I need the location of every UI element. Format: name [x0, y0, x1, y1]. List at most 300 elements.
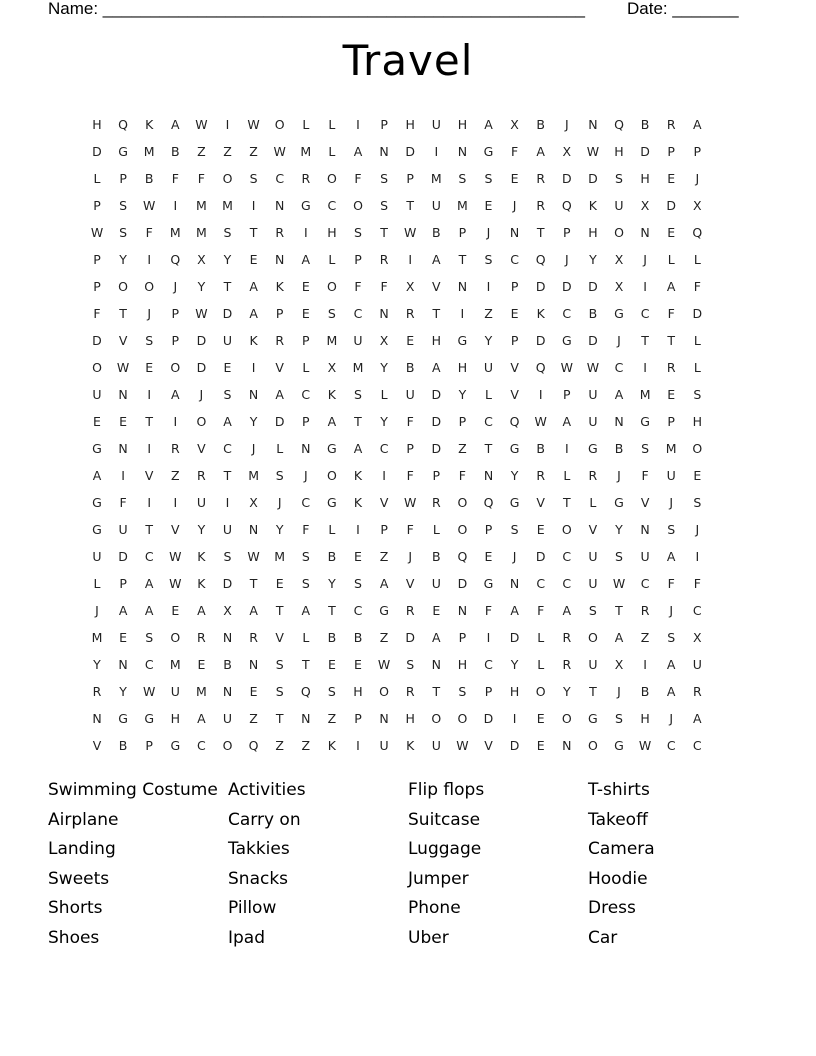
grid-letter[interactable]: U — [666, 468, 676, 483]
grid-letter[interactable]: D — [561, 171, 572, 186]
grid-letter[interactable]: R — [197, 630, 206, 645]
grid-letter[interactable]: G — [588, 711, 598, 726]
grid-letter[interactable]: S — [693, 387, 702, 402]
grid-letter[interactable]: E — [510, 306, 519, 321]
grid-letter[interactable]: D — [196, 333, 207, 348]
grid-letter[interactable]: U — [640, 549, 650, 564]
grid-letter[interactable]: N — [301, 441, 311, 456]
grid-letter[interactable]: C — [327, 198, 337, 213]
grid-letter[interactable]: G — [614, 495, 624, 510]
grid-letter[interactable]: Z — [458, 441, 467, 456]
grid-letter[interactable]: X — [693, 198, 702, 213]
grid-letter[interactable]: H — [405, 117, 415, 132]
grid-letter[interactable]: F — [537, 603, 545, 618]
grid-letter[interactable]: H — [509, 684, 520, 699]
grid-letter[interactable]: D — [196, 360, 207, 375]
grid-letter[interactable]: F — [354, 279, 362, 294]
grid-letter[interactable]: Q — [692, 225, 703, 240]
grid-letter[interactable]: O — [170, 630, 181, 645]
grid-letter[interactable]: E — [145, 360, 154, 375]
grid-letter[interactable]: I — [512, 711, 517, 726]
grid-letter[interactable]: U — [614, 198, 624, 213]
grid-letter[interactable]: I — [538, 387, 543, 402]
grid-letter[interactable]: O — [457, 522, 468, 537]
grid-letter[interactable]: H — [327, 225, 337, 240]
grid-letter[interactable]: M — [352, 360, 364, 375]
grid-letter[interactable]: U — [222, 522, 233, 537]
grid-letter[interactable]: T — [249, 576, 258, 591]
grid-letter[interactable]: P — [119, 171, 127, 186]
grid-letter[interactable]: H — [92, 117, 102, 132]
grid-letter[interactable]: S — [588, 603, 597, 618]
grid-letter[interactable]: N — [248, 657, 259, 672]
grid-letter[interactable]: H — [457, 360, 468, 375]
grid-letter[interactable]: N — [562, 738, 572, 753]
grid-letter[interactable]: D — [483, 711, 494, 726]
grid-letter[interactable]: X — [327, 360, 337, 375]
grid-letter[interactable]: T — [249, 225, 258, 240]
grid-letter[interactable]: U — [92, 387, 102, 402]
grid-letter[interactable]: R — [170, 441, 180, 456]
grid-letter[interactable]: E — [667, 171, 676, 186]
grid-letter[interactable]: A — [301, 603, 311, 618]
grid-letter[interactable]: V — [510, 360, 519, 375]
grid-letter[interactable]: W — [586, 360, 600, 375]
grid-letter[interactable]: E — [197, 657, 206, 672]
grid-letter[interactable]: G — [561, 333, 572, 348]
grid-letter[interactable]: A — [197, 711, 206, 726]
grid-letter[interactable]: I — [382, 468, 386, 483]
grid-letter[interactable]: N — [379, 306, 389, 321]
grid-letter[interactable]: W — [560, 360, 573, 375]
grid-letter[interactable]: E — [327, 657, 336, 672]
grid-letter[interactable]: G — [483, 144, 494, 159]
grid-letter[interactable]: N — [92, 711, 102, 726]
grid-letter[interactable]: E — [484, 549, 493, 564]
grid-letter[interactable]: I — [356, 117, 360, 132]
grid-letter[interactable]: V — [275, 630, 284, 645]
grid-letter[interactable]: I — [434, 144, 439, 159]
grid-letter[interactable]: C — [640, 576, 650, 591]
grid-letter[interactable]: M — [248, 468, 259, 483]
grid-letter[interactable]: Y — [562, 684, 571, 699]
grid-letter[interactable]: J — [95, 603, 99, 618]
grid-letter[interactable]: P — [667, 414, 675, 429]
grid-letter[interactable]: O — [222, 738, 233, 753]
grid-letter[interactable]: S — [641, 441, 650, 456]
grid-letter[interactable]: A — [666, 684, 676, 699]
grid-letter[interactable]: O — [326, 171, 337, 186]
grid-letter[interactable]: W — [404, 495, 417, 510]
grid-letter[interactable]: Z — [379, 630, 389, 645]
grid-letter[interactable]: N — [248, 522, 259, 537]
grid-letter[interactable]: G — [614, 306, 624, 321]
grid-letter[interactable]: W — [195, 306, 208, 321]
grid-letter[interactable]: H — [457, 657, 468, 672]
grid-letter[interactable]: Q — [535, 252, 546, 267]
grid-letter[interactable]: E — [301, 279, 310, 294]
grid-letter[interactable]: V — [484, 738, 493, 753]
grid-letter[interactable]: A — [536, 144, 545, 159]
grid-letter[interactable]: F — [406, 414, 414, 429]
grid-letter[interactable]: W — [273, 144, 286, 159]
grid-letter[interactable]: H — [692, 414, 702, 429]
grid-letter[interactable]: P — [563, 225, 571, 240]
grid-letter[interactable]: T — [484, 441, 493, 456]
grid-letter[interactable]: A — [275, 387, 284, 402]
grid-letter[interactable]: S — [145, 333, 154, 348]
grid-letter[interactable]: Y — [275, 522, 284, 537]
grid-letter[interactable]: Y — [458, 387, 467, 402]
grid-letter[interactable]: R — [405, 603, 415, 618]
grid-letter[interactable]: C — [562, 549, 572, 564]
grid-letter[interactable]: D — [405, 630, 415, 645]
grid-letter[interactable]: V — [510, 387, 519, 402]
grid-letter[interactable]: L — [302, 360, 310, 375]
grid-letter[interactable]: U — [588, 387, 598, 402]
grid-letter[interactable]: E — [510, 171, 519, 186]
grid-letter[interactable]: G — [118, 144, 128, 159]
grid-letter[interactable]: W — [404, 225, 417, 240]
grid-letter[interactable]: J — [669, 711, 674, 726]
grid-letter[interactable]: B — [327, 630, 337, 645]
grid-letter[interactable]: J — [669, 603, 674, 618]
grid-letter[interactable]: L — [276, 441, 284, 456]
grid-letter[interactable]: F — [145, 225, 153, 240]
grid-letter[interactable]: D — [118, 549, 128, 564]
grid-letter[interactable]: J — [695, 522, 700, 537]
grid-letter[interactable]: U — [431, 117, 441, 132]
grid-letter[interactable]: J — [251, 441, 256, 456]
grid-letter[interactable]: X — [614, 279, 624, 294]
grid-letter[interactable]: B — [223, 657, 232, 672]
grid-letter[interactable]: O — [587, 738, 598, 753]
grid-letter[interactable]: A — [432, 360, 441, 375]
grid-letter[interactable]: N — [431, 657, 441, 672]
grid-letter[interactable]: G — [118, 711, 128, 726]
grid-letter[interactable]: W — [90, 225, 104, 240]
grid-letter[interactable]: F — [380, 279, 388, 294]
grid-letter[interactable]: K — [197, 576, 206, 591]
grid-letter[interactable]: I — [121, 468, 125, 483]
grid-letter[interactable]: S — [380, 171, 389, 186]
grid-letter[interactable]: S — [327, 306, 336, 321]
grid-letter[interactable]: T — [641, 333, 649, 348]
grid-letter[interactable]: B — [536, 117, 545, 132]
grid-letter[interactable]: J — [486, 225, 491, 240]
grid-letter[interactable]: T — [119, 306, 127, 321]
grid-letter[interactable]: L — [432, 522, 440, 537]
grid-letter[interactable]: I — [225, 117, 230, 132]
grid-letter[interactable]: L — [328, 144, 336, 159]
grid-letter[interactable]: C — [692, 603, 702, 618]
grid-letter[interactable]: Z — [327, 711, 337, 726]
grid-letter[interactable]: V — [536, 495, 545, 510]
grid-letter[interactable]: P — [93, 252, 101, 267]
grid-letter[interactable]: M — [169, 225, 181, 240]
grid-letter[interactable]: O — [196, 414, 207, 429]
grid-letter[interactable]: Q — [118, 117, 129, 132]
grid-letter[interactable]: N — [640, 522, 650, 537]
grid-letter[interactable]: U — [92, 549, 102, 564]
grid-letter[interactable]: E — [667, 225, 676, 240]
grid-letter[interactable]: A — [249, 279, 258, 294]
grid-letter[interactable]: N — [483, 468, 494, 483]
grid-letter[interactable]: A — [484, 117, 493, 132]
grid-letter[interactable]: X — [379, 333, 389, 348]
grid-letter[interactable]: Y — [93, 657, 101, 672]
grid-letter[interactable]: A — [249, 603, 258, 618]
grid-letter[interactable]: T — [432, 684, 441, 699]
grid-letter[interactable]: S — [693, 495, 702, 510]
grid-letter[interactable]: U — [588, 657, 598, 672]
grid-letter[interactable]: Y — [119, 252, 127, 267]
grid-letter[interactable]: S — [354, 576, 362, 591]
grid-letter[interactable]: O — [614, 225, 624, 240]
grid-letter[interactable]: Z — [249, 144, 258, 159]
grid-letter[interactable]: F — [119, 495, 127, 510]
grid-letter[interactable]: H — [640, 171, 650, 186]
grid-letter[interactable]: A — [510, 603, 519, 618]
grid-letter[interactable]: S — [380, 198, 389, 213]
grid-letter[interactable]: B — [536, 441, 545, 456]
grid-letter[interactable]: E — [275, 576, 284, 591]
grid-letter[interactable]: N — [301, 711, 311, 726]
grid-letter[interactable]: K — [406, 738, 415, 753]
grid-letter[interactable]: A — [249, 306, 258, 321]
grid-letter[interactable]: T — [432, 306, 441, 321]
grid-letter[interactable]: N — [457, 603, 468, 618]
grid-letter[interactable]: G — [327, 495, 337, 510]
grid-letter[interactable]: K — [353, 495, 363, 510]
grid-letter[interactable]: T — [354, 414, 362, 429]
grid-letter[interactable]: F — [197, 171, 205, 186]
grid-letter[interactable]: T — [145, 414, 153, 429]
grid-letter[interactable]: W — [169, 576, 182, 591]
grid-letter[interactable]: E — [223, 360, 232, 375]
grid-letter[interactable]: T — [328, 603, 336, 618]
grid-letter[interactable]: A — [353, 144, 363, 159]
grid-letter[interactable]: O — [587, 630, 598, 645]
grid-letter[interactable]: M — [430, 171, 442, 186]
grid-letter[interactable]: A — [432, 252, 441, 267]
grid-letter[interactable]: S — [119, 198, 128, 213]
grid-letter[interactable]: I — [643, 279, 647, 294]
grid-letter[interactable]: A — [666, 549, 676, 564]
grid-letter[interactable]: S — [354, 387, 362, 402]
grid-letter[interactable]: J — [695, 171, 700, 186]
grid-letter[interactable]: A — [614, 387, 624, 402]
grid-letter[interactable]: R — [197, 468, 206, 483]
grid-letter[interactable]: C — [614, 360, 624, 375]
grid-letter[interactable]: C — [144, 549, 154, 564]
grid-letter[interactable]: I — [695, 549, 700, 564]
grid-letter[interactable]: Z — [301, 738, 311, 753]
grid-letter[interactable]: N — [640, 225, 650, 240]
grid-letter[interactable]: D — [692, 306, 703, 321]
grid-letter[interactable]: G — [483, 576, 494, 591]
grid-letter[interactable]: G — [144, 711, 155, 726]
grid-letter[interactable]: D — [561, 279, 572, 294]
grid-letter[interactable]: Q — [300, 684, 311, 699]
grid-letter[interactable]: O — [457, 495, 468, 510]
grid-letter[interactable]: K — [275, 279, 284, 294]
grid-letter[interactable]: S — [615, 171, 623, 186]
grid-letter[interactable]: F — [693, 279, 701, 294]
grid-letter[interactable]: N — [222, 630, 233, 645]
grid-letter[interactable]: Z — [171, 468, 180, 483]
grid-letter[interactable]: R — [640, 603, 650, 618]
grid-letter[interactable]: V — [171, 522, 180, 537]
grid-letter[interactable]: M — [195, 198, 207, 213]
grid-letter[interactable]: E — [301, 306, 310, 321]
grid-letter[interactable]: B — [640, 117, 650, 132]
grid-letter[interactable]: S — [484, 252, 493, 267]
grid-letter[interactable]: J — [617, 684, 621, 699]
grid-letter[interactable]: Q — [535, 360, 546, 375]
grid-letter[interactable]: W — [143, 198, 156, 213]
grid-letter[interactable]: Y — [119, 684, 127, 699]
grid-letter[interactable]: J — [669, 495, 674, 510]
grid-letter[interactable]: Y — [380, 360, 388, 375]
grid-letter[interactable]: A — [144, 603, 154, 618]
grid-letter[interactable]: E — [249, 252, 258, 267]
grid-letter[interactable]: Z — [484, 306, 493, 321]
grid-letter[interactable]: E — [484, 198, 493, 213]
grid-letter[interactable]: Y — [510, 657, 519, 672]
grid-letter[interactable]: I — [147, 252, 152, 267]
grid-letter[interactable]: A — [118, 603, 128, 618]
grid-letter[interactable]: B — [432, 225, 441, 240]
grid-letter[interactable]: S — [275, 657, 284, 672]
grid-letter[interactable]: G — [640, 414, 650, 429]
grid-letter[interactable]: W — [638, 738, 652, 753]
grid-letter[interactable]: A — [562, 603, 572, 618]
grid-letter[interactable]: T — [145, 522, 153, 537]
grid-letter[interactable]: X — [223, 603, 232, 618]
grid-letter[interactable]: N — [118, 441, 128, 456]
grid-letter[interactable]: D — [535, 333, 546, 348]
grid-letter[interactable]: R — [379, 252, 389, 267]
grid-letter[interactable]: S — [301, 549, 310, 564]
grid-letter[interactable]: V — [588, 522, 598, 537]
grid-letter[interactable]: L — [537, 657, 545, 672]
grid-letter[interactable]: L — [380, 387, 388, 402]
grid-letter[interactable]: C — [353, 306, 363, 321]
grid-letter[interactable]: W — [195, 117, 208, 132]
grid-letter[interactable]: R — [405, 684, 415, 699]
grid-letter[interactable]: I — [408, 252, 413, 267]
grid-letter[interactable]: S — [327, 684, 336, 699]
grid-letter[interactable]: P — [302, 414, 310, 429]
grid-letter[interactable]: V — [197, 441, 206, 456]
grid-letter[interactable]: W — [586, 144, 600, 159]
grid-letter[interactable]: Q — [483, 495, 494, 510]
grid-letter[interactable]: N — [379, 144, 389, 159]
grid-letter[interactable]: X — [249, 495, 258, 510]
grid-letter[interactable]: L — [667, 252, 675, 267]
grid-letter[interactable]: J — [512, 549, 517, 564]
grid-letter[interactable]: H — [170, 711, 180, 726]
grid-letter[interactable]: M — [91, 630, 103, 645]
grid-letter[interactable]: G — [457, 333, 468, 348]
grid-letter[interactable]: P — [563, 387, 571, 402]
grid-letter[interactable]: P — [380, 117, 388, 132]
grid-letter[interactable]: P — [275, 306, 284, 321]
grid-letter[interactable]: A — [614, 630, 624, 645]
grid-letter[interactable]: A — [432, 630, 441, 645]
grid-letter[interactable]: W — [456, 738, 469, 753]
grid-letter[interactable]: T — [562, 495, 571, 510]
grid-letter[interactable]: C — [379, 441, 389, 456]
grid-letter[interactable]: S — [354, 225, 362, 240]
grid-letter[interactable]: N — [118, 387, 128, 402]
grid-letter[interactable]: W — [116, 360, 130, 375]
grid-letter[interactable]: A — [693, 711, 702, 726]
grid-letter[interactable]: G — [588, 441, 598, 456]
grid-letter[interactable]: C — [353, 603, 363, 618]
grid-letter[interactable]: R — [588, 468, 598, 483]
grid-letter[interactable]: G — [92, 441, 102, 456]
grid-letter[interactable]: A — [666, 657, 676, 672]
grid-letter[interactable]: E — [354, 549, 362, 564]
grid-letter[interactable]: S — [249, 171, 258, 186]
grid-letter[interactable]: B — [405, 360, 415, 375]
grid-letter[interactable]: L — [485, 387, 492, 402]
grid-letter[interactable]: F — [93, 306, 101, 321]
grid-letter[interactable]: I — [173, 414, 178, 429]
grid-letter[interactable]: P — [354, 711, 362, 726]
grid-letter[interactable]: L — [693, 333, 701, 348]
grid-letter[interactable]: O — [326, 279, 337, 294]
grid-letter[interactable]: F — [406, 522, 414, 537]
grid-letter[interactable]: P — [354, 252, 362, 267]
grid-letter[interactable]: T — [223, 468, 232, 483]
grid-letter[interactable]: B — [171, 144, 180, 159]
grid-letter[interactable]: T — [589, 684, 597, 699]
grid-letter[interactable]: M — [143, 144, 155, 159]
grid-letter[interactable]: O — [144, 279, 155, 294]
grid-letter[interactable]: I — [225, 495, 230, 510]
grid-letter[interactable]: T — [458, 252, 467, 267]
grid-letter[interactable]: K — [327, 387, 336, 402]
grid-letter[interactable]: F — [171, 171, 179, 186]
grid-letter[interactable]: D — [92, 333, 102, 348]
grid-letter[interactable]: P — [119, 576, 127, 591]
grid-letter[interactable]: Y — [484, 333, 493, 348]
grid-letter[interactable]: D — [640, 144, 650, 159]
grid-letter[interactable]: L — [328, 522, 336, 537]
grid-letter[interactable]: L — [537, 630, 545, 645]
grid-letter[interactable]: N — [457, 279, 468, 294]
grid-letter[interactable]: O — [535, 684, 546, 699]
grid-letter[interactable]: U — [353, 333, 363, 348]
grid-letter[interactable]: A — [223, 414, 232, 429]
grid-letter[interactable]: N — [222, 684, 233, 699]
grid-letter[interactable]: Z — [275, 738, 284, 753]
grid-letter[interactable]: J — [147, 306, 152, 321]
grid-letter[interactable]: V — [405, 576, 415, 591]
grid-letter[interactable]: X — [510, 117, 519, 132]
grid-letter[interactable]: N — [248, 387, 259, 402]
grid-letter[interactable]: P — [484, 522, 493, 537]
grid-letter[interactable]: C — [197, 738, 206, 753]
grid-letter[interactable]: R — [562, 657, 572, 672]
grid-letter[interactable]: C — [666, 738, 676, 753]
grid-letter[interactable]: S — [406, 657, 415, 672]
grid-letter[interactable]: W — [534, 414, 547, 429]
grid-letter[interactable]: I — [460, 306, 465, 321]
